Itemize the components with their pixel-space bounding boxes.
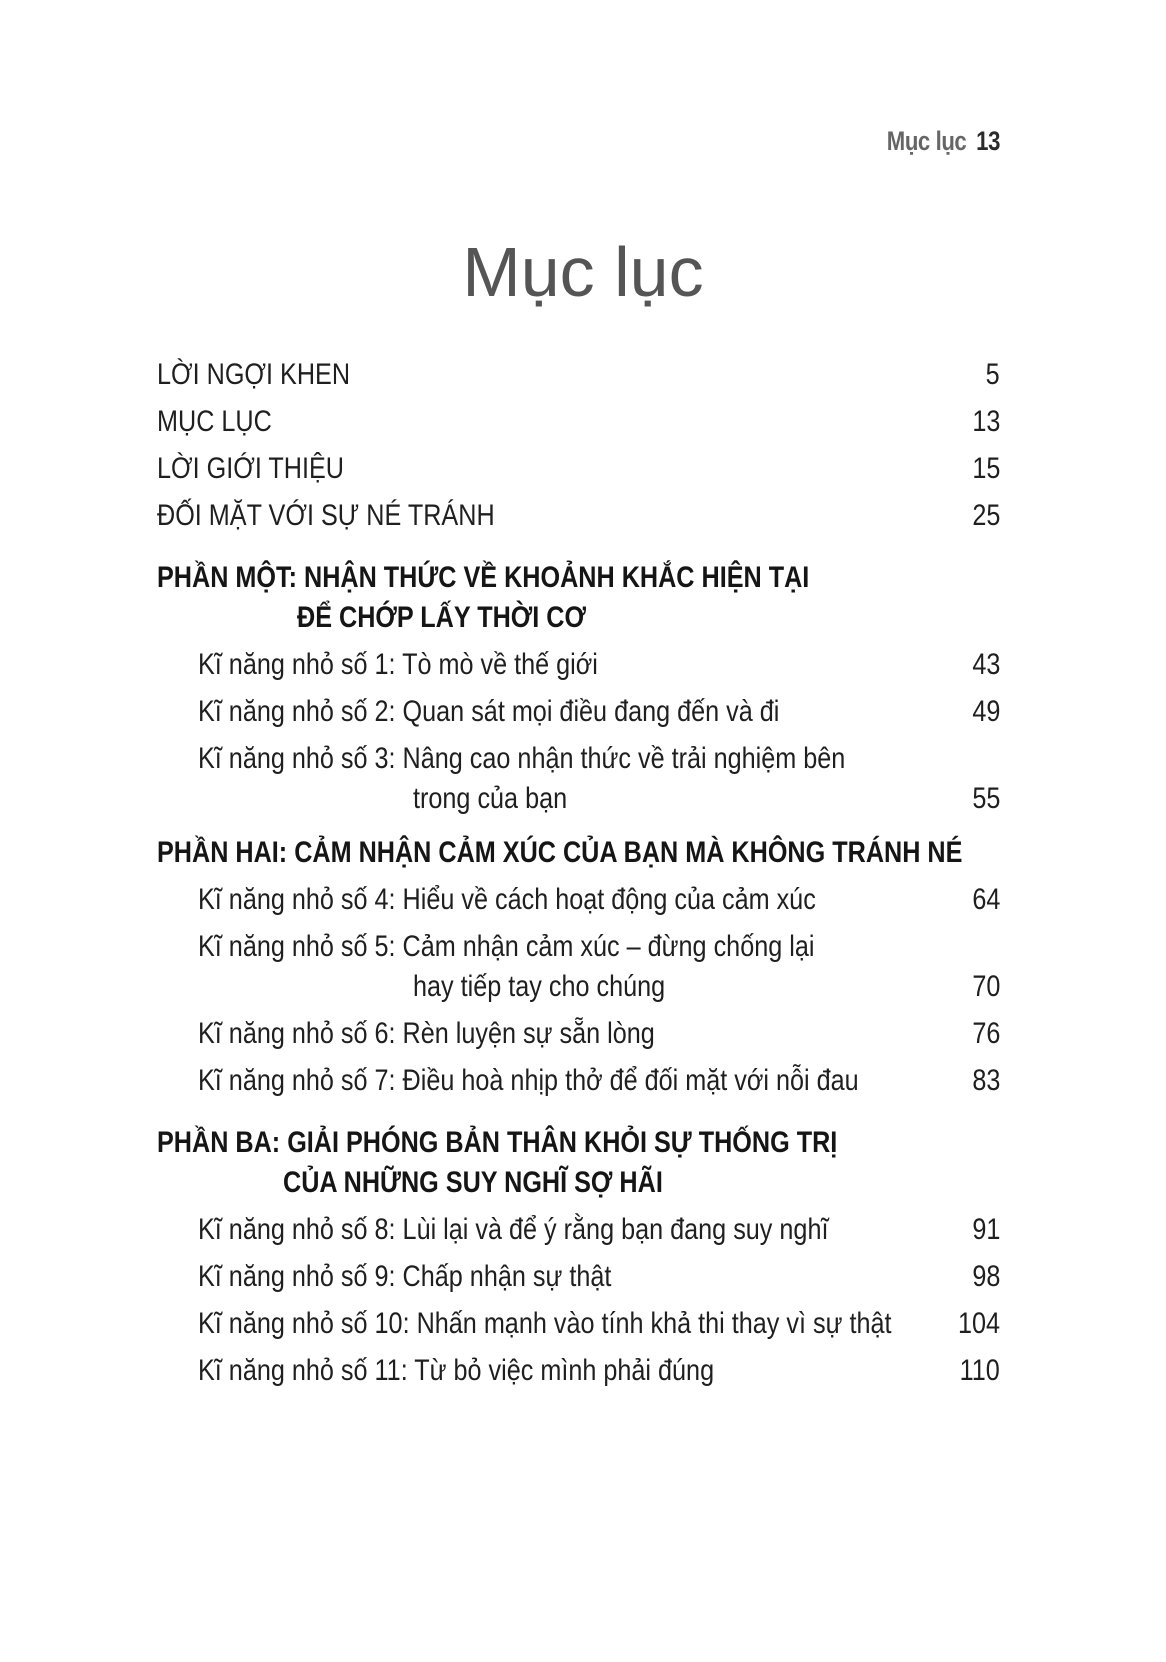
toc-entry-page: 70: [971, 970, 1000, 1003]
part-title-line1: PHẦN HAI: CẢM NHẬN CẢM XÚC CỦA BẠN MÀ KHÔNG TRÁNH NÉ: [157, 836, 963, 869]
toc-entry-page: 15: [971, 452, 1000, 485]
toc-entry-label: Kĩ năng nhỏ số 6: Rèn luyện sự sẵn lòng: [198, 1017, 655, 1050]
toc-entry-label: Kĩ năng nhỏ số 10: Nhấn mạnh vào tính khả thi thay vì sự thật: [198, 1307, 892, 1340]
toc-entry-skill-3[interactable]: [157, 739, 1000, 779]
toc-entry-page: 55: [971, 782, 1000, 815]
part-one-heading-cont: [157, 598, 1000, 638]
toc-entry-page: 104: [957, 1307, 1000, 1340]
part-one-heading[interactable]: [157, 558, 1000, 598]
toc-entry-skill-5[interactable]: [157, 927, 1000, 967]
toc-entry-skill-3-cont[interactable]: [157, 779, 1000, 819]
toc-entry-loi-ngoi-khen[interactable]: [157, 355, 1000, 395]
toc-entry-label: LỜI NGỢI KHEN: [157, 358, 351, 391]
toc-entry-page: 43: [971, 648, 1000, 681]
toc-entry-continuation: hay tiếp tay cho chúng: [413, 970, 666, 1003]
toc-entry-skill-7[interactable]: [157, 1061, 1000, 1101]
toc-entry-label: Kĩ năng nhỏ số 9: Chấp nhận sự thật: [198, 1260, 612, 1293]
toc-entry-skill-10[interactable]: [157, 1304, 1000, 1344]
toc-entry-page: 76: [971, 1017, 1000, 1050]
toc-entry-page: 110: [959, 1354, 1000, 1387]
page-title: Mục lục: [462, 233, 704, 311]
toc-entry-muc-luc[interactable]: [157, 402, 1000, 442]
toc-entry-label: Kĩ năng nhỏ số 2: Quan sát mọi điều đang đến và đi: [198, 695, 780, 728]
part-two-heading[interactable]: [157, 833, 1000, 873]
toc-entry-page: 13: [971, 405, 1000, 438]
toc-entry-label: ĐỐI MẶT VỚI SỰ NÉ TRÁNH: [157, 499, 495, 532]
toc-entry-doi-mat[interactable]: [157, 496, 1000, 536]
toc-entry-skill-1[interactable]: [157, 645, 1000, 685]
toc-entry-skill-5-cont[interactable]: [157, 967, 1000, 1007]
toc-entry-page: 25: [971, 499, 1000, 532]
toc-entry-skill-6[interactable]: [157, 1014, 1000, 1054]
toc-entry-page: 83: [971, 1064, 1000, 1097]
toc-entry-label: Kĩ năng nhỏ số 3: Nâng cao nhận thức về trải nghiệm bên: [198, 742, 846, 775]
toc-entry-skill-2[interactable]: [157, 692, 1000, 732]
running-head-page-number: 13: [976, 126, 1000, 156]
toc-entry-skill-8[interactable]: [157, 1210, 1000, 1250]
toc-entry-label: LỜI GIỚI THIỆU: [157, 452, 344, 485]
toc-entry-continuation: trong của bạn: [413, 782, 568, 815]
toc-entry-label: Kĩ năng nhỏ số 8: Lùi lại và để ý rằng bạn đang suy nghĩ: [198, 1213, 829, 1246]
running-head-title: Mục lục: [886, 126, 967, 156]
toc-entry-page: 98: [971, 1260, 1000, 1293]
toc-entry-loi-gioi-thieu[interactable]: [157, 449, 1000, 489]
part-title-line1: PHẦN BA: GIẢI PHÓNG BẢN THÂN KHỎI SỰ THỐNG TRỊ: [157, 1126, 838, 1159]
part-three-heading[interactable]: [157, 1123, 1000, 1163]
toc-entry-page: 5: [985, 358, 1000, 391]
toc-entry-label: MỤC LỤC: [157, 405, 272, 438]
toc-entry-page: 91: [971, 1213, 1000, 1246]
toc-entry-skill-9[interactable]: [157, 1257, 1000, 1297]
toc-entry-label: Kĩ năng nhỏ số 4: Hiểu về cách hoạt động của cảm xúc: [198, 883, 816, 916]
part-title-line2: ĐỂ CHỚP LẤY THỜI CƠ: [297, 601, 586, 634]
part-three-heading-cont: [157, 1163, 1000, 1203]
running-head: [885, 126, 1000, 157]
toc-entry-page: 64: [971, 883, 1000, 916]
toc-entry-skill-11[interactable]: [157, 1351, 1000, 1391]
toc-entry-label: Kĩ năng nhỏ số 1: Tò mò về thế giới: [198, 648, 598, 681]
toc-entry-page: 49: [971, 695, 1000, 728]
part-title-line1: PHẦN MỘT: NHẬN THỨC VỀ KHOẢNH KHẮC HIỆN TẠI: [157, 561, 810, 594]
part-title-line2: CỦA NHỮNG SUY NGHĨ SỢ HÃI: [283, 1166, 663, 1199]
toc-entry-skill-4[interactable]: [157, 880, 1000, 920]
toc-entry-label: Kĩ năng nhỏ số 11: Từ bỏ việc mình phải đúng: [198, 1354, 715, 1387]
toc-entry-label: Kĩ năng nhỏ số 7: Điều hoà nhịp thở để đối mặt với nỗi đau: [198, 1064, 859, 1097]
toc-entry-label: Kĩ năng nhỏ số 5: Cảm nhận cảm xúc – đừng chống lại: [198, 930, 815, 963]
